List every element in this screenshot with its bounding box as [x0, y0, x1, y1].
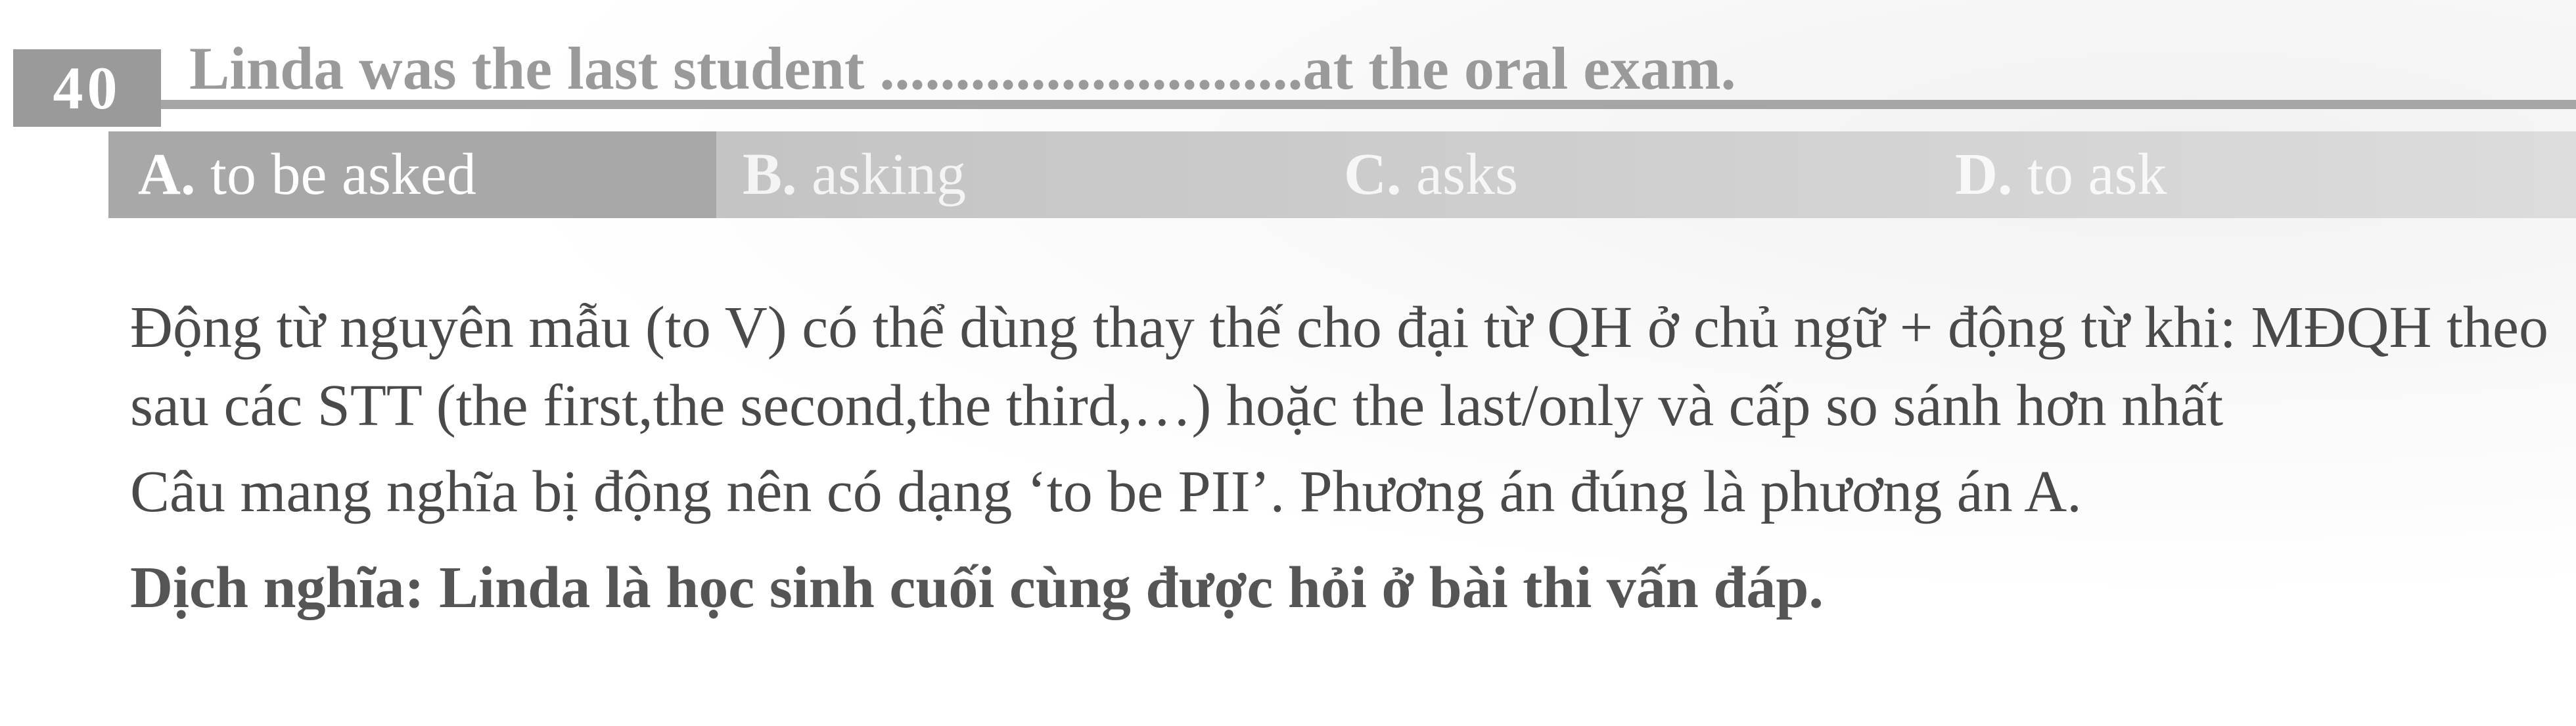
option-letter: D. [1955, 142, 2013, 207]
reasoning-paragraph: Câu mang nghĩa bị động nên có dạng ‘to be PII’. Phương án đúng là phương án A. [130, 459, 2082, 524]
answer-options-bar [108, 131, 2576, 218]
answer-option-d[interactable] [1955, 131, 2167, 218]
option-text: to ask [2027, 142, 2167, 207]
option-letter: C. [1344, 142, 1402, 207]
option-letter: A. [138, 142, 196, 207]
answer-option-b[interactable] [743, 131, 966, 218]
option-text: asking [812, 142, 967, 207]
option-text: to be asked [210, 142, 476, 207]
question-number: 40 [13, 49, 161, 127]
grammar-rule-paragraph: Động từ nguyên mẫu (to V) có thể dùng thay thế cho đại từ QH ở chủ ngữ + động từ khi: MĐQH theo sau các STT (the first,the second,the third,…) hoặc the last/only và cấp so sánh hơn nhất [130, 295, 2548, 438]
question-stem: Linda was the last student ............................at the oral exam. [189, 35, 1736, 102]
translation-paragraph: Dịch nghĩa: Linda là học sinh cuối cùng được hỏi ở bài thi vấn đáp. [130, 555, 1824, 621]
option-text: asks [1416, 142, 1518, 207]
answer-option-a[interactable] [138, 131, 476, 218]
option-letter: B. [743, 142, 797, 207]
answer-option-c[interactable] [1344, 131, 1518, 218]
explanation-block [130, 289, 2548, 627]
